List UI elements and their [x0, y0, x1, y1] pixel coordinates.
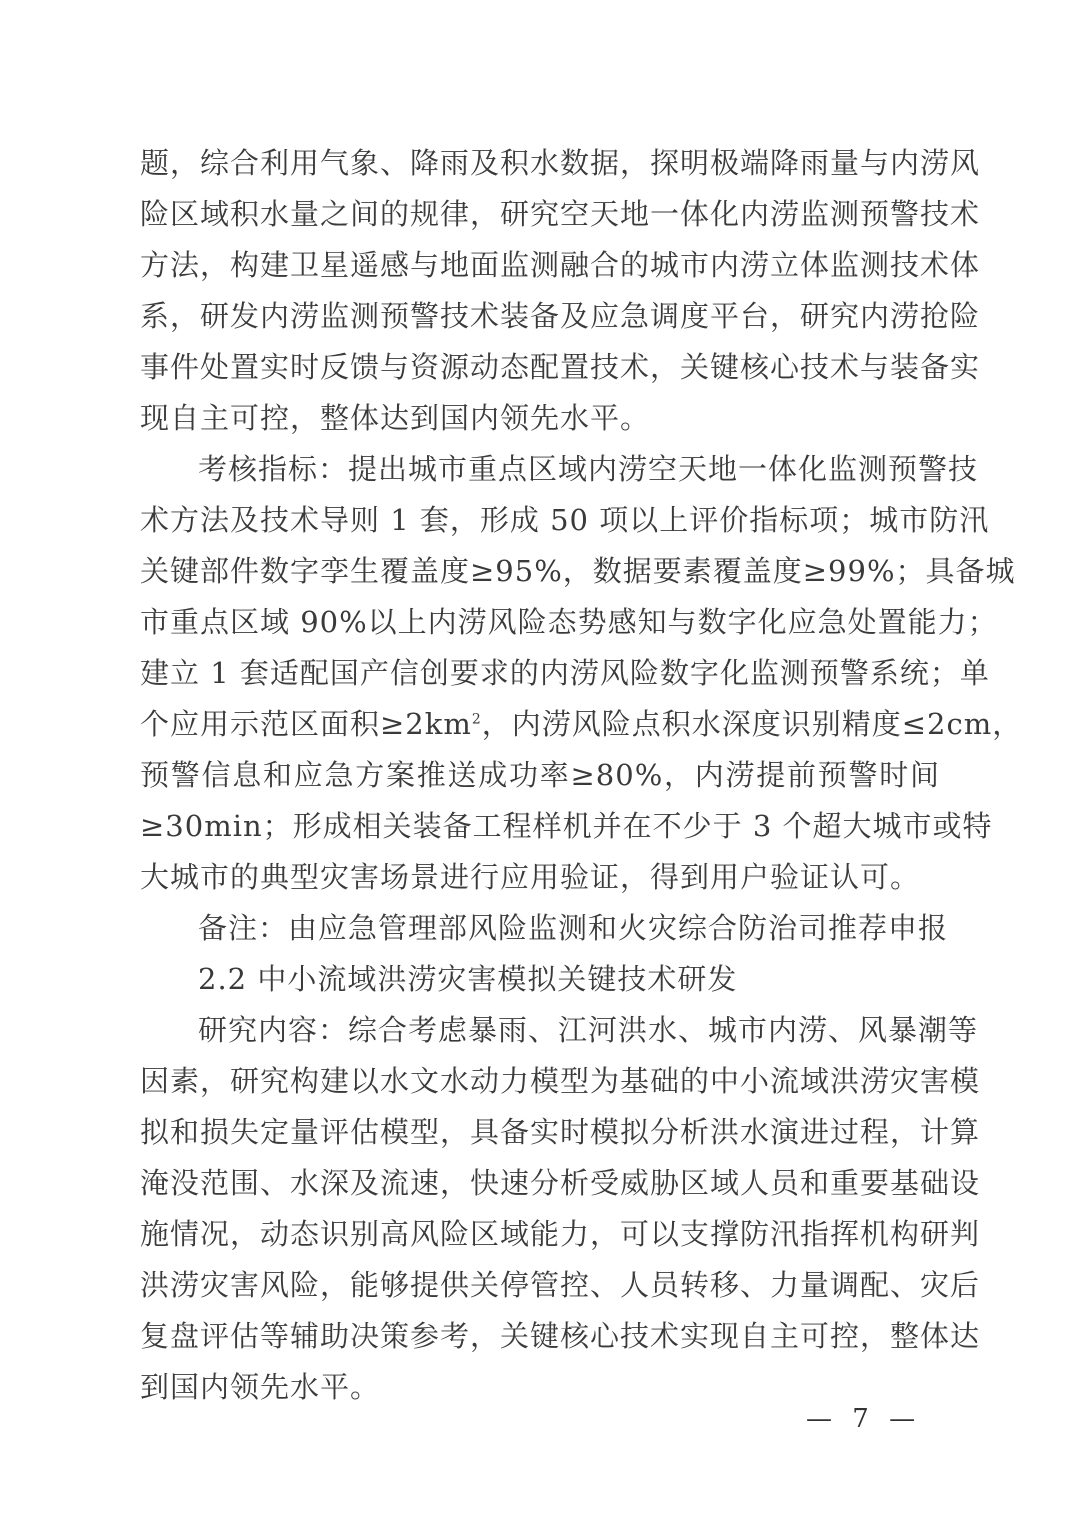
- text-line: 系，研发内涝监测预警技术装备及应急调度平台，研究内涝抢险: [140, 299, 981, 333]
- superscript: 2: [471, 711, 482, 728]
- paragraph-first-line: 研究内容：综合考虑暴雨、江河洪水、城市内涝、风暴潮等: [198, 1013, 979, 1047]
- text-line: 关键部件数字孪生覆盖度≥95%，数据要素覆盖度≥99%；具备城: [140, 554, 1016, 588]
- text-line: 术方法及技术导则 1 套，形成 50 项以上评价指标项；城市防汛: [140, 503, 990, 537]
- text-line: 建立 1 套适配国产信创要求的内涝风险数字化监测预警系统；单: [140, 656, 990, 690]
- text-line: 险区域积水量之间的规律，研究空天地一体化内涝监测预警技术: [140, 197, 981, 231]
- paragraph-first-line: 考核指标：提出城市重点区域内涝空天地一体化监测预警技: [198, 452, 979, 486]
- area-prefix: 个应用示范区面积≥2km: [140, 707, 472, 741]
- text-line-area: [140, 704, 1023, 744]
- page-number: — 7 —: [806, 1404, 922, 1434]
- text-line: 拟和损失定量评估模型，具备实时模拟分析洪水演进过程，计算: [140, 1115, 981, 1149]
- area-suffix: ，内涝风险点积水深度识别精度≤2cm，: [481, 707, 1023, 741]
- text-line: 施情况，动态识别高风险区域能力，可以支撑防汛指挥机构研判: [140, 1217, 981, 1251]
- text-line: 题，综合利用气象、降雨及积水数据，探明极端降雨量与内涝风: [140, 146, 981, 180]
- text-line: 复盘评估等辅助决策参考，关键核心技术实现自主可控，整体达: [140, 1319, 981, 1353]
- text-line: 淹没范围、水深及流速，快速分析受威胁区域人员和重要基础设: [140, 1166, 981, 1200]
- text-line: 现自主可控，整体达到国内领先水平。: [140, 401, 651, 435]
- text-line: 方法，构建卫星遥感与地面监测融合的城市内涝立体监测技术体: [140, 248, 981, 282]
- note-line: 备注：由应急管理部风险监测和火灾综合防治司推荐申报: [198, 911, 949, 945]
- text-line: 大城市的典型灾害场景进行应用验证，得到用户验证认可。: [140, 860, 921, 894]
- text-line: 洪涝灾害风险，能够提供关停管控、人员转移、力量调配、灾后: [140, 1268, 981, 1302]
- text-line: ≥30min；形成相关装备工程样机并在不少于 3 个超大城市或特: [140, 809, 993, 843]
- section-heading: 2.2 中小流域洪涝灾害模拟关键技术研发: [198, 962, 738, 996]
- text-line: 到国内领先水平。: [140, 1370, 381, 1404]
- text-line: 事件处置实时反馈与资源动态配置技术，关键核心技术与装备实: [140, 350, 981, 384]
- text-line: 预警信息和应急方案推送成功率≥80%，内涝提前预警时间: [140, 758, 940, 792]
- text-line: 因素，研究构建以水文水动力模型为基础的中小流域洪涝灾害模: [140, 1064, 981, 1098]
- text-line: 市重点区域 90%以上内涝风险态势感知与数字化应急处置能力；: [140, 605, 998, 639]
